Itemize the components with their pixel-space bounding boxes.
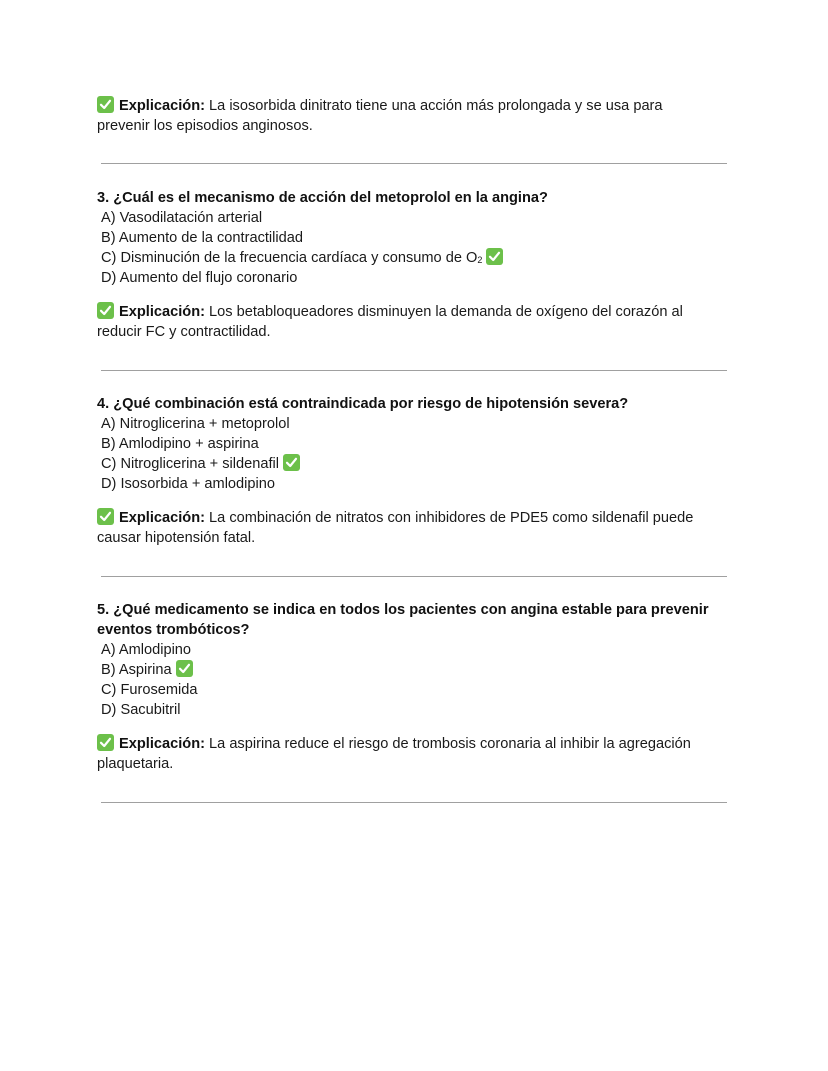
option-a: A) Nitroglicerina + metoprolol [101,416,290,432]
question-title: 5. ¿Qué medicamento se indica en todos los pacientes con angina estable para prevenir [97,602,709,618]
explanation-text: La aspirina reduce el riesgo de trombosis coronaria al inhibir la agregación [209,736,691,752]
explanation-q3 [97,302,737,342]
question-5 [97,600,737,720]
section-divider [101,370,727,371]
explanation-line [97,734,737,754]
check-mark-icon [486,248,503,265]
explanation-text: prevenir los episodios anginosos. [97,118,313,134]
check-mark-icon [283,454,300,471]
option-text: C) Disminución de la frecuencia cardíaca y consumo de O [101,250,478,266]
option-b: B) Aumento de la contractilidad [101,230,303,246]
option-c: C) Furosemida [101,682,198,698]
explanation-text: plaquetaria. [97,756,174,772]
section-divider [101,802,727,803]
option-a: A) Amlodipino [101,642,192,658]
explanation-line [97,302,737,322]
option-c-correct [97,248,737,268]
explanation-text: La combinación de nitratos con inhibidores de PDE5 como sildenafil puede [209,510,694,526]
explanation-line [97,508,737,528]
explanation-q2 [97,96,737,136]
check-mark-icon [176,660,193,677]
check-mark-icon [97,734,114,751]
question-4 [97,394,737,494]
explanation-label: Explicación: [119,304,205,320]
question-title-cont: eventos trombóticos? [97,622,250,638]
explanation-label: Explicación: [119,736,205,752]
option-c-correct [97,454,737,474]
explanation-label: Explicación: [119,510,205,526]
option-b-correct [97,660,737,680]
check-mark-icon [97,96,114,113]
explanation-q4 [97,508,737,548]
section-divider [101,163,727,164]
explanation-text: La isosorbida dinitrato tiene una acción más prolongada y se usa para [209,98,663,114]
option-d: D) Aumento del flujo coronario [101,270,298,286]
question-3 [97,188,737,288]
explanation-text: Los betabloqueadores disminuyen la demanda de oxígeno del corazón al [209,304,683,320]
subscript-2: 2 [477,255,483,265]
option-a: A) Vasodilatación arterial [101,210,263,226]
explanation-q5 [97,734,737,774]
question-title: 4. ¿Qué combinación está contraindicada por riesgo de hipotensión severa? [97,396,629,412]
question-title: 3. ¿Cuál es el mecanismo de acción del metoprolol en la angina? [97,190,548,206]
explanation-text: causar hipotensión fatal. [97,530,256,546]
explanation-line [97,96,737,116]
option-b: B) Amlodipino + aspirina [101,436,259,452]
explanation-label: Explicación: [119,98,205,114]
section-divider [101,576,727,577]
option-d: D) Isosorbida + amlodipino [101,476,275,492]
option-text: B) Aspirina [101,662,172,678]
option-d: D) Sacubitril [101,702,181,718]
check-mark-icon [97,302,114,319]
explanation-text: reducir FC y contractilidad. [97,324,271,340]
option-text: C) Nitroglicerina + sildenafil [101,456,280,472]
check-mark-icon [97,508,114,525]
